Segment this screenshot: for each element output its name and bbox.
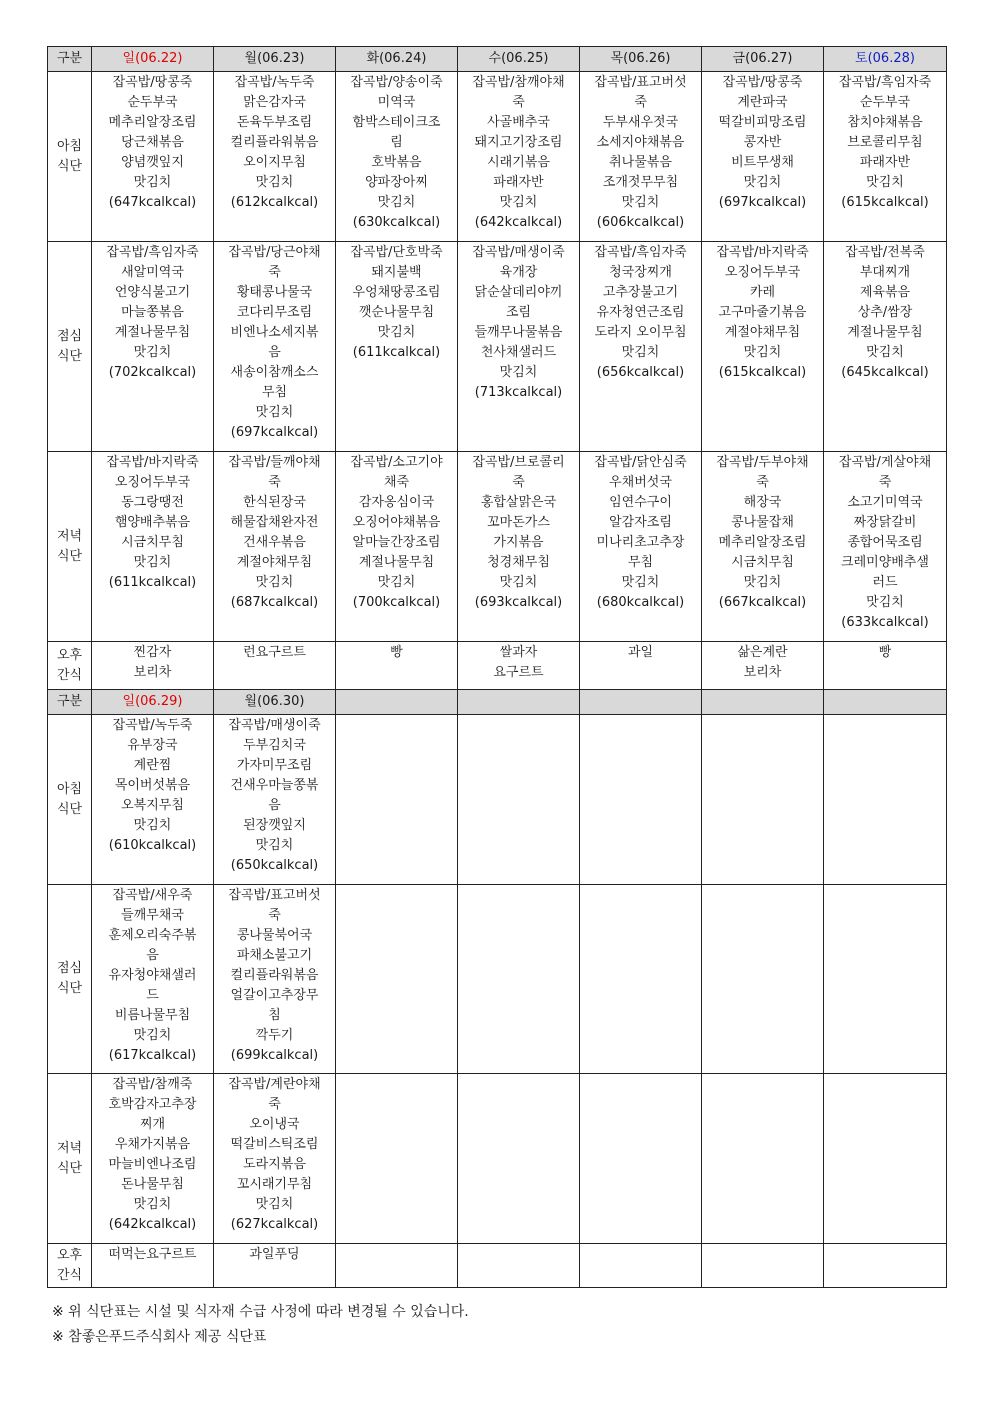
menu-cell: 잡곡밥/땅콩죽 순두부국 메추리알장조림 당근채볶음 양념깻잎지 맛김치 (647kcalkcal) xyxy=(92,72,214,242)
menu-cell xyxy=(458,885,580,1074)
day-header: 월(06.30) xyxy=(214,690,336,715)
menu-cell: 잡곡밥/바지락죽 오징어두부국 카레 고구마줄기볶음 계절야채무침 맛김치 (615kcalkcal) xyxy=(702,242,824,452)
row-label-snack: 오후 간식 xyxy=(48,1244,92,1288)
row-label-lunch: 점심 식단 xyxy=(48,885,92,1074)
menu-cell: 쌀과자 요구르트 xyxy=(458,642,580,690)
row-label-breakfast: 아침 식단 xyxy=(48,72,92,242)
menu-cell: 잡곡밥/닭안심죽 우채버섯국 임연수구이 알감자조림 미나리초고추장 무침 맛김치 (680kcalkcal) xyxy=(580,452,702,642)
footnote: ※ 참좋은푸드주식회사 제공 식단표 xyxy=(52,1329,267,1345)
day-header: 금(06.27) xyxy=(702,47,824,72)
menu-cell: 잡곡밥/흑임자죽 순두부국 참치야채볶음 브로콜리무침 파래자반 맛김치 (615kcalkcal) xyxy=(824,72,947,242)
menu-cell: 잡곡밥/계란야채 죽 오이냉국 떡갈비스틱조림 도라지볶음 꼬시래기무침 맛김치 (627kcalkcal) xyxy=(214,1074,336,1244)
menu-cell xyxy=(824,1244,947,1288)
menu-cell: 런요구르트 xyxy=(214,642,336,690)
menu-cell: 잡곡밥/표고버섯 죽 두부새우젓국 소세지야채볶음 취나물볶음 조개젓무무침 맛김치 (606kcalkcal) xyxy=(580,72,702,242)
menu-cell xyxy=(458,1074,580,1244)
menu-cell: 잡곡밥/새우죽 들깨무채국 훈제오리숙주볶 음 유자청야채샐러 드 비름나물무침 맛김치 (617kcalkcal) xyxy=(92,885,214,1074)
menu-cell xyxy=(336,1074,458,1244)
day-header xyxy=(336,690,458,715)
menu-cell xyxy=(336,715,458,885)
menu-cell xyxy=(702,885,824,1074)
menu-cell: 잡곡밥/땅콩죽 계란파국 떡갈비피망조림 콩자반 비트무생채 맛김치 (697kcalkcal) xyxy=(702,72,824,242)
week1-snack-row xyxy=(48,642,947,690)
menu-cell xyxy=(824,715,947,885)
week2-header-row xyxy=(48,690,947,715)
menu-cell: 잡곡밥/녹두죽 유부장국 계란찜 목이버섯볶음 오복지무침 맛김치 (610kcalkcal) xyxy=(92,715,214,885)
menu-cell: 잡곡밥/표고버섯 죽 콩나물북어국 파채소불고기 컬리플라워볶음 얼갈이고추장무 침 깍두기 (699kcalkcal) xyxy=(214,885,336,1074)
menu-cell: 과일푸딩 xyxy=(214,1244,336,1288)
menu-cell: 과일 xyxy=(580,642,702,690)
week2-snack-row xyxy=(48,1244,947,1288)
week2-dinner-row xyxy=(48,1074,947,1244)
menu-cell: 삶은계란 보리차 xyxy=(702,642,824,690)
menu-cell: 잡곡밥/바지락죽 오징어두부국 동그랑땡전 햄양배추볶음 시금치무침 맛김치 (611kcalkcal) xyxy=(92,452,214,642)
menu-cell: 잡곡밥/전복죽 부대찌개 제육볶음 상추/쌈장 계절나물무침 맛김치 (645kcalkcal) xyxy=(824,242,947,452)
menu-cell xyxy=(824,885,947,1074)
menu-cell: 잡곡밥/매생이죽 육개장 닭순살데리야끼 조림 들깨무나물볶음 천사채샐러드 맛김치 (713kcalkcal) xyxy=(458,242,580,452)
day-header: 일(06.22) xyxy=(92,47,214,72)
day-header: 월(06.23) xyxy=(214,47,336,72)
day-header: 화(06.24) xyxy=(336,47,458,72)
day-header: 목(06.26) xyxy=(580,47,702,72)
menu-cell: 잡곡밥/소고기야 채죽 감자옹심이국 오징어야채볶음 알마늘간장조림 계절나물무침 맛김치 (700kcalkcal) xyxy=(336,452,458,642)
menu-cell xyxy=(336,1244,458,1288)
day-header: 일(06.29) xyxy=(92,690,214,715)
menu-cell: 잡곡밥/참깨야채 죽 사골배추국 돼지고기장조림 시래기볶음 파래자반 맛김치 (642kcalkcal) xyxy=(458,72,580,242)
day-header: 수(06.25) xyxy=(458,47,580,72)
menu-cell: 찐감자 보리차 xyxy=(92,642,214,690)
row-label-dinner: 저녁 식단 xyxy=(48,452,92,642)
header-label: 구분 xyxy=(48,47,92,72)
menu-cell xyxy=(824,1074,947,1244)
menu-cell: 잡곡밥/매생이죽 두부김치국 가자미무조림 건새우마늘쫑볶 음 된장깻잎지 맛김치 (650kcalkcal) xyxy=(214,715,336,885)
menu-cell: 잡곡밥/두부야채 죽 해장국 콩나물잡채 메추리알장조림 시금치무침 맛김치 (667kcalkcal) xyxy=(702,452,824,642)
row-label-dinner: 저녁 식단 xyxy=(48,1074,92,1244)
menu-cell: 잡곡밥/양송이죽 미역국 함박스테이크조 림 호박볶음 양파장아찌 맛김치 (630kcalkcal) xyxy=(336,72,458,242)
menu-cell: 빵 xyxy=(824,642,947,690)
week1-breakfast-row xyxy=(48,72,947,242)
menu-cell xyxy=(458,1244,580,1288)
footnote: ※ 위 식단표는 시설 및 식자재 수급 사정에 따라 변경될 수 있습니다. xyxy=(52,1304,469,1320)
header-label: 구분 xyxy=(48,690,92,715)
menu-cell xyxy=(702,1244,824,1288)
menu-cell xyxy=(336,885,458,1074)
week2-breakfast-row xyxy=(48,715,947,885)
week1-lunch-row xyxy=(48,242,947,452)
meal-plan-table xyxy=(47,46,947,1288)
row-label-snack: 오후 간식 xyxy=(48,642,92,690)
menu-cell: 잡곡밥/들깨야채 죽 한식된장국 해물잡채완자전 건새우볶음 계절야채무침 맛김치 (687kcalkcal) xyxy=(214,452,336,642)
menu-cell: 잡곡밥/참깨죽 호박감자고추장 찌개 우채가지볶음 마늘비엔나조림 돈나물무침 맛김치 (642kcalkcal) xyxy=(92,1074,214,1244)
menu-cell: 잡곡밥/흑임자죽 청국장찌개 고추장불고기 유자청연근조림 도라지 오이무침 맛김치 (656kcalkcal) xyxy=(580,242,702,452)
menu-cell: 잡곡밥/흑임자죽 새알미역국 언양식불고기 마늘쫑볶음 계절나물무침 맛김치 (702kcalkcal) xyxy=(92,242,214,452)
day-header xyxy=(458,690,580,715)
day-header xyxy=(702,690,824,715)
week1-dinner-row xyxy=(48,452,947,642)
menu-cell xyxy=(702,715,824,885)
menu-cell: 잡곡밥/게살야채 죽 소고기미역국 짜장닭갈비 종합어묵조림 크레미양배추샐 러드 맛김치 (633kcalkcal) xyxy=(824,452,947,642)
menu-cell xyxy=(580,715,702,885)
menu-cell: 잡곡밥/단호박죽 돼지불백 우엉채땅콩조림 깻순나물무침 맛김치 (611kcalkcal) xyxy=(336,242,458,452)
menu-cell xyxy=(580,885,702,1074)
day-header: 토(06.28) xyxy=(824,47,947,72)
row-label-lunch: 점심 식단 xyxy=(48,242,92,452)
menu-cell xyxy=(580,1244,702,1288)
menu-cell: 잡곡밥/녹두죽 맑은감자국 돈육두부조림 컬리플라워볶음 오이지무침 맛김치 (612kcalkcal) xyxy=(214,72,336,242)
menu-cell xyxy=(580,1074,702,1244)
day-header xyxy=(580,690,702,715)
menu-cell xyxy=(458,715,580,885)
day-header xyxy=(824,690,947,715)
week1-header-row xyxy=(48,47,947,72)
week2-lunch-row xyxy=(48,885,947,1074)
footnotes xyxy=(52,1300,469,1350)
menu-cell: 떠먹는요구르트 xyxy=(92,1244,214,1288)
menu-cell: 잡곡밥/당근야채 죽 황태콩나물국 코다리무조림 비엔나소세지볶 음 새송이참깨소스 무침 맛김치 (697kcalkcal) xyxy=(214,242,336,452)
menu-cell: 잡곡밥/브로콜리 죽 홍합살맑은국 꼬마돈가스 가지볶음 청경채무침 맛김치 (693kcalkcal) xyxy=(458,452,580,642)
row-label-breakfast: 아침 식단 xyxy=(48,715,92,885)
menu-cell xyxy=(702,1074,824,1244)
menu-cell: 빵 xyxy=(336,642,458,690)
